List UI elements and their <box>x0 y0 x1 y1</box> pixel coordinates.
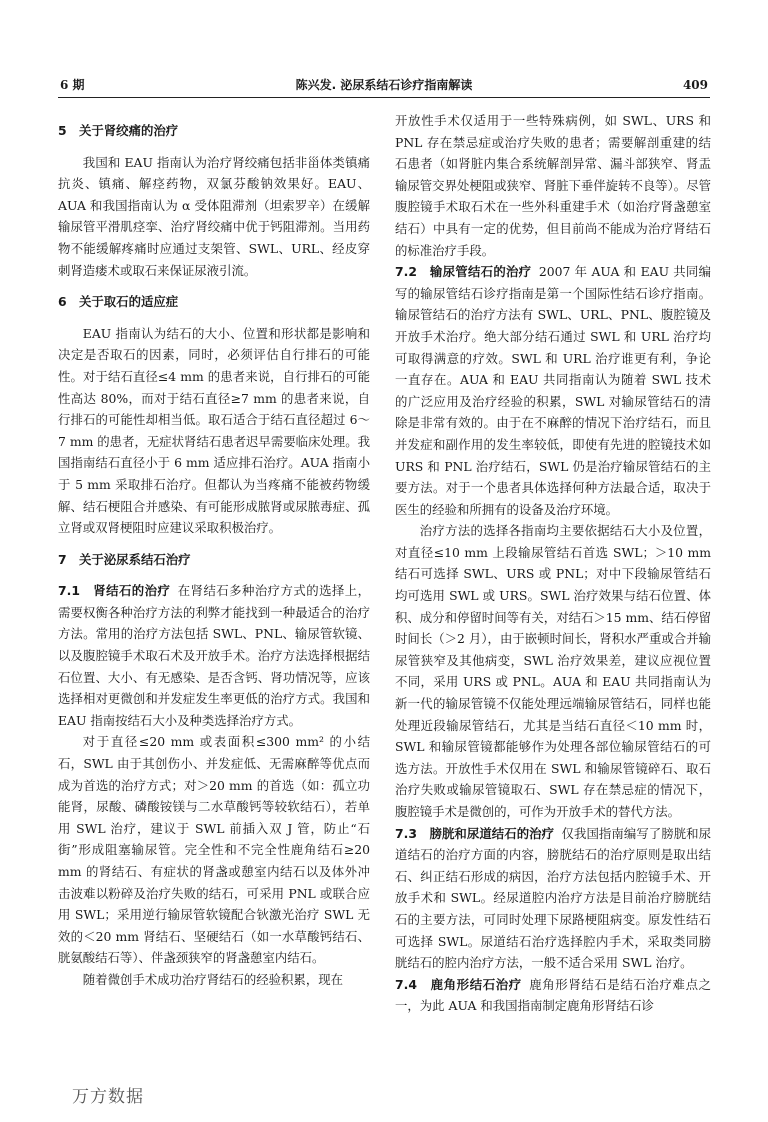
section-5-paragraph: 我国和 EAU 指南认为治疗肾绞痛包括非甾体类镇痛抗炎、镇痛、解痉药物，双氯芬酸钠效果好。EAU、AUA 和我国指南认为 α 受体阻滞剂（坦索罗辛）在缓解输尿管平滑肌痉挛、治疗肾绞痛中优于钙阻滞剂。当用药物不能缓解疼痛时应通过支架管、SWL、URL、经皮穿刺肾造瘘术或取石来保证尿液引流。 <box>58 154 370 278</box>
right-column <box>395 110 711 1017</box>
section-7-2-paragraph-2: 治疗方法的选择各指南均主要依据结石大小及位置，对直径≤10 mm 上段输尿管结石首选 SWL；＞10 mm 结石可选择 SWL、URS 或 PNL；对中下段输尿管结石均可选用 SWL 或 URS。SWL 治疗效果与结石位置、体积、成分和停留时间等有关，对结石＞15 mm、结石停留时间长（＞2 月），由于嵌顿时间长，肾积水严重或合并输尿管狭窄及其他病变，SWL 治疗效果差，建议应视位置不同，采用 URS 或 PNL。AUA 和 EAU 共同指南认为新一代的输尿管镜不仅能处理远端输尿管结石，同样也能处理近段输尿管结石，尤其是当结石直径＜10 mm 时，SWL 和输尿管镜都能够作为处理各部位输尿管结石的可选方法。开放性手术仅用在 SWL 和输尿管镜碎石、取石治疗失败或输尿管镜取石、SWL 存在禁忌症的情况下，腹腔镜手术是微创的，可作为开放手术的替代方法。 <box>395 523 711 819</box>
section-6-paragraph: EAU 指南认为结石的大小、位置和形状都是影响和决定是否取石的因素，同时，必须评估自行排石的可能性。对于结石直径≤4 mm 的患者来说，自行排石的可能性高达 80%，而对于结石直径≥7 mm 的患者来说，自行排石的可能性却相当低。取石适合于结石直径超过 6～7 mm 的患者，无症状肾结石患者迟早需要临床处理。我国指南结石直径小于 6 mm 适应排石治疗。AUA 指南小于 5 mm 采取排石治疗。但都认为当疼痛不能被药物缓解、结石梗阻合并感染、有可能形成脓肾或尿脓毒症、孤立肾或双肾梗阻时应建议采取积极治疗。 <box>58 325 370 536</box>
section-5-heading: 5 关于肾绞痛的治疗 <box>58 123 179 138</box>
issue-number: 6 期 <box>60 78 85 92</box>
section-7-1-heading: 7.1 肾结石的治疗 <box>58 583 171 599</box>
section-7-2-paragraph <box>395 261 711 520</box>
section-7-4-paragraph <box>395 974 711 1017</box>
section-6-heading: 6 关于取石的适应症 <box>58 294 179 310</box>
continued-paragraph: 开放性手术仅适用于一些特殊病例，如 SWL、URS 和 PNL 存在禁忌症或治疗失败的患者；需要解剖重建的结石患者（如肾脏内集合系统解剖异常、漏斗部狭窄、肾盂输尿管交界处梗阻或狭窄、肾脏下垂伴旋转不良等）。尽管腹腔镜手术取石术在一些外科重建手术（如治疗肾盏憩室结石）中具有一定的优势，但目前尚不能成为治疗肾结石的标准治疗手段。 <box>395 113 711 258</box>
section-7-4-heading: 7.4 鹿角形结石治疗 <box>395 976 522 992</box>
section-7-1-paragraph-3: 随着微创手术成功治疗肾结石的经验积累，现在 <box>82 971 343 987</box>
section-7-3-heading: 7.3 膀胱和尿道结石的治疗 <box>395 825 555 841</box>
section-7-2-heading: 7.2 输尿管结石的治疗 <box>395 264 532 280</box>
page-number: 409 <box>682 78 708 92</box>
section-7-heading: 7 关于泌尿系结石治疗 <box>58 551 191 567</box>
section-7-2-text: 2007 年 AUA 和 EAU 共同编写的输尿管结石诊疗指南是第一个国际性结石诊疗指南。输尿管结石的治疗方法有 SWL、URL、PNL、腹腔镜及开放手术治疗。绝大部分结石通过 SWL 和 URL 治疗均可取得满意的疗效。SWL 和 URL 治疗谁更有利，争论一直存在。AUA 和 EAU 共同指南认为随着 SWL 技术的广泛应用及治疗经验的积累，SWL 对输尿管结石的清除是非常有效的。由于在不麻醉的情况下治疗结石，而且并发症和副作用的发生率较低，即使有先进的腔镜技术如 URS 和 PNL 治疗结石，SWL 仍是治疗输尿管结石的主要方法。对于一个患者具体选择何种方法最合适，取决于医生的经验和所拥有的设备及治疗环境。 <box>395 264 711 517</box>
section-7-1-text: 在肾结石多种治疗方式的选择上，需要权衡各种治疗方法的利弊才能找到一种最适合的治疗方法。常用的治疗方法包括 SWL、PNL、输尿管软镜、以及腹腔镜手术取石术及开放手术。治疗方法选择根据结石位置、大小、有无感染、是否含钙、肾功情况等，应该选择相对更微创和并发症发生率更低的治疗方式。我国和 EAU 指南按结石大小及种类选择治疗方式。 <box>58 583 370 728</box>
left-column <box>58 110 370 991</box>
header-rule <box>58 97 710 98</box>
section-7-4-text: 鹿角形肾结石是结石治疗难点之一，为此 AUA 和我国指南制定鹿角形肾结石诊 <box>395 976 712 1014</box>
section-7-1-paragraph <box>58 580 370 731</box>
wanfang-data-logo: 万方数据 <box>72 1087 144 1107</box>
section-7-1-paragraph-2: 对于直径≤20 mm 或表面积≤300 mm² 的小结石，SWL 由于其创伤小、并发症低、无需麻醉等优点而成为首选的治疗方式；对＞20 mm 的首选（如：孤立功能肾，尿酸、磷酸铵镁与二水草酸钙等较软结石），若单用 SWL 治疗，建议于 SWL 前插入双 J 管，防止“石街”形成阻塞输尿管。完全性和不完全性鹿角结石≥20 mm 的肾结石、有症状的肾盏或憩室内结石以及体外冲击波难以粉碎及治疗失败的结石，可采用 PNL 或联合应用 SWL；采用逆行输尿管软镜配合钬激光治疗 SWL 无效的＜20 mm 肾结石、坚硬结石（如一水草酸钙结石、胱氨酸结石等）、伴盏颈狭窄的肾盏憩室内结石。 <box>58 734 370 966</box>
section-7-3-paragraph <box>395 823 711 974</box>
running-title: 陈兴发. 泌尿系结石诊疗指南解读 <box>295 78 473 92</box>
section-7-3-text: 仅我国指南编写了膀胱和尿道结石的治疗方面的内容，膀胱结石的治疗原则是取出结石、纠正结石形成的病因，治疗方法包括内腔镜手术、开放手术和 SWL。经尿道腔内治疗方法是目前治疗膀胱结石的主要方法，可同时处理下尿路梗阻病变。原发性结石可选择 SWL。尿道结石治疗选择腔内手术，采取类同膀胱结石的腔内治疗方法，一般不适合采用 SWL 治疗。 <box>395 825 712 971</box>
